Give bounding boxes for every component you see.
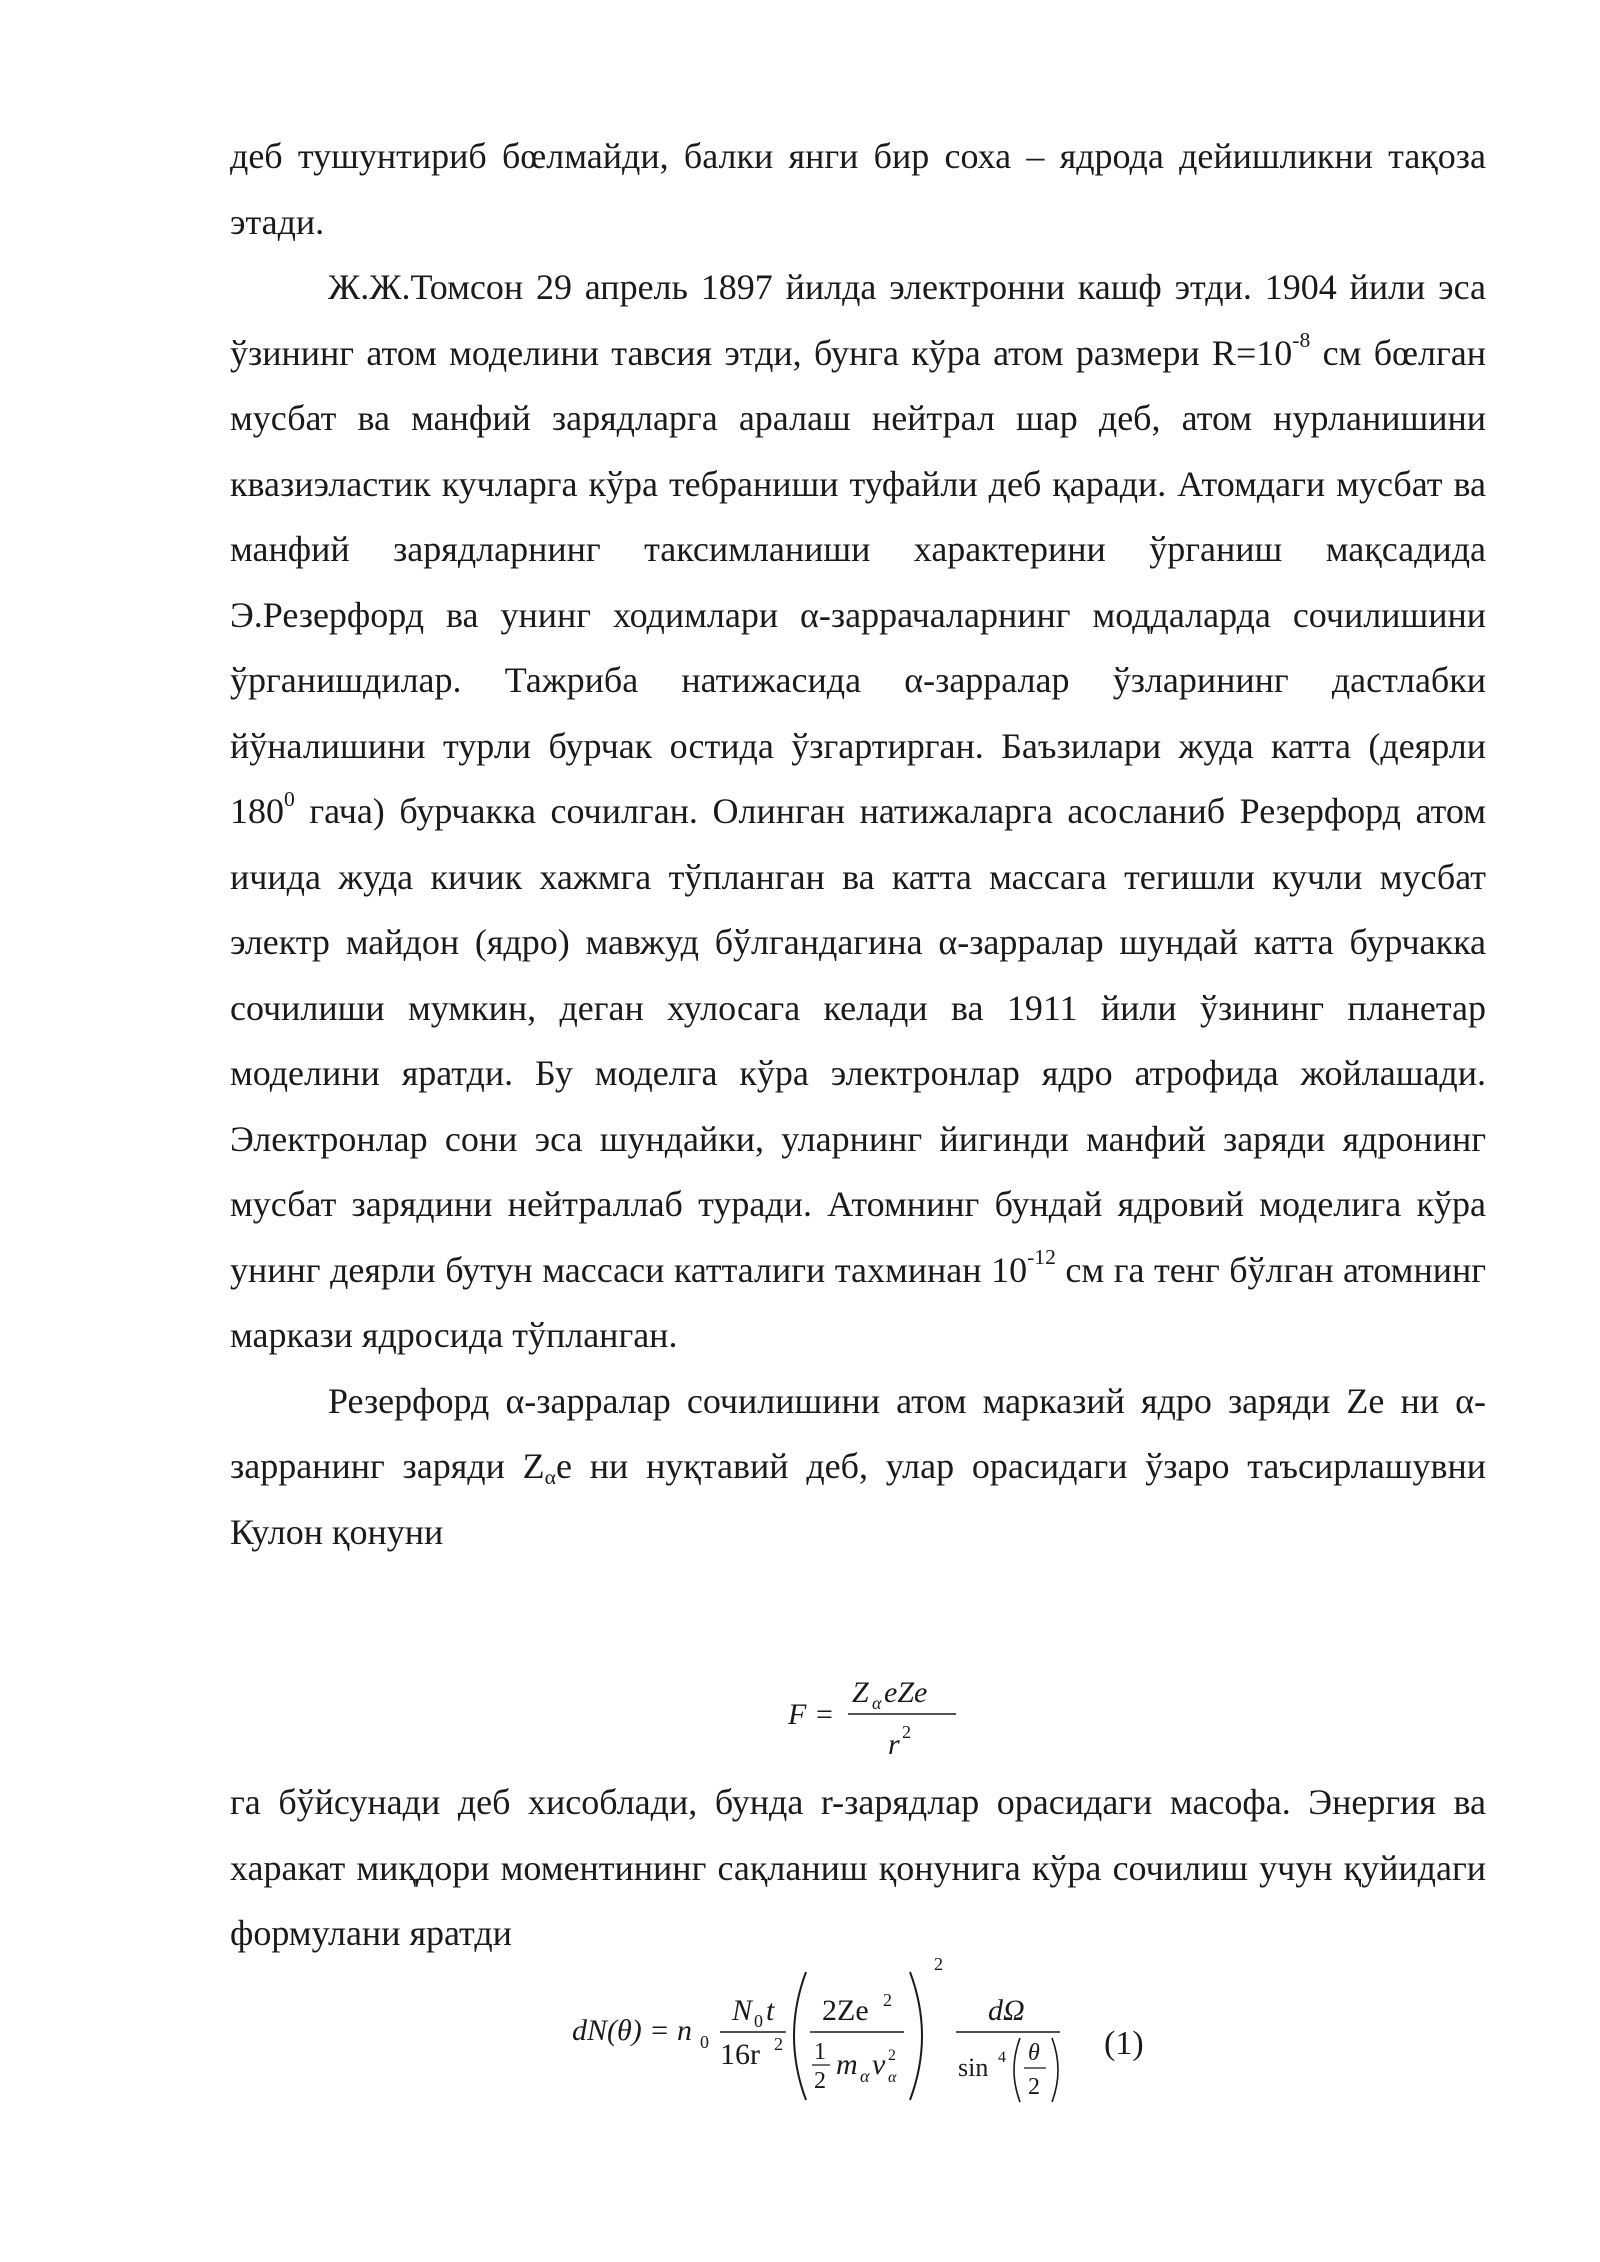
formula-symbol: 4 — [998, 2049, 1006, 2066]
formula-symbol: 2Ze — [822, 1994, 869, 2027]
paragraph-coulom-law — [230, 1369, 1486, 1566]
paragraph-intro: деб тушунтириб бœлмайди, балки янги бир соха – ядрода дейишликни тақоза этади. — [230, 136, 1486, 242]
formula-symbol: α — [860, 2066, 870, 2086]
formula-symbol: t — [766, 1994, 775, 2027]
formula-symbol: m — [836, 2048, 858, 2081]
right-parenthesis — [910, 1972, 922, 2100]
paragraph-text: см га тенг бўлган атомнинг маркази ядросида тўпланган. — [230, 1249, 1487, 1355]
formula-symbol: α — [888, 2069, 897, 2086]
formula-symbol: 2 — [814, 2068, 826, 2094]
formula-symbol: sin — [958, 2053, 989, 2082]
subscript: α — [544, 1465, 556, 1490]
formula-symbol: r — [888, 1728, 900, 1761]
right-parenthesis — [1052, 2038, 1058, 2102]
formula-symbol: α — [872, 1693, 882, 1713]
formula-symbol: Z — [852, 1676, 869, 1709]
formula-symbol: v — [872, 2048, 886, 2081]
equation-number: (1) — [1104, 2025, 1144, 2062]
paragraph-text: гача) бурчакка сочилган. Олинган натижаларга асосланиб Резерфорд атом ичида жуда кичик хажмга тўпланган ва катта массага тегишли кучли мусбат электр майдон (ядро) мавжуд бўлгандагина α-зарралар шундай катта бурчакка сочилиши мумкин, деган хулосага келади ва 1911 йили ўзининг планетар моделини яратди. Бу моделга кўра электронлар ядро атрофида жойлашади. Электронлар сони эса шундайки, уларнинг йигинди манфий заряди ядронинг мусбат зарядини нейтраллаб туради. Атомнинг бундай ядровий моделига кўра унинг деярли бутун массаси катталиги тахминан 10 — [230, 791, 1486, 1290]
formula-symbol: 0 — [700, 2032, 709, 2052]
paragraph-text: e ни нуқтавий деб, улар орасидаги ўзаро таъсирлашувни Кулон қонуни — [230, 1446, 1486, 1552]
formula-symbol: 2 — [774, 2034, 783, 2054]
paragraph-text: Ж.Ж.Томсон 29 апрель 1897 йилда электронни кашф этди. 1904 йили эса ўзининг атом моделини тавсия этди, бунга кўра атом размери R=10 — [230, 267, 1486, 373]
paragraph-block-bottom — [230, 1770, 1486, 1967]
paragraph-thomson-rutherford — [230, 255, 1486, 1369]
formula-symbol: = — [816, 1698, 833, 1731]
exponent: -12 — [1027, 1245, 1056, 1270]
formula-symbol: N — [732, 1994, 753, 2027]
coulomb-formula — [780, 1668, 980, 1768]
exponent: -8 — [1292, 328, 1311, 353]
formula-symbol: dN(θ) = n — [572, 2014, 692, 2047]
paragraph-text: см бœлган мусбат ва манфий зарядларга аралаш нейтрал шар деб, атом нурланишини квазиэластик кучларга кўра тебраниши туфайли деб қаради. Атомдаги мусбат ва манфий зарядларнинг таксимланиши характерини ўрганиш мақсадида Э.Резерфорд ва унинг ходимлари α-заррачаларнинг моддаларда сочилишини ўрганишдилар. Тажриба натижасида α-зарралар ўзларининг дастлабки йўналишини турли бурчак остида ўзгартирган. Баъзилари жуда катта (деярли 180 — [230, 332, 1486, 831]
formula-symbol: 0 — [754, 2011, 763, 2031]
formula-symbol: 2 — [934, 1954, 943, 1974]
formula-symbol: eZe — [884, 1676, 928, 1709]
left-parenthesis — [794, 1972, 806, 2100]
exponent: 0 — [284, 786, 295, 811]
paragraph-block-top — [230, 124, 1486, 1565]
paragraph-text: Резерфорд α-зарралар сочилишини атом марказий ядро заряди Ze ни α-зарранинг заряди Z — [230, 1380, 1486, 1486]
left-parenthesis — [1014, 2038, 1020, 2102]
formula-symbol: 2 — [1028, 2074, 1040, 2100]
rutherford-formula — [560, 1950, 1180, 2120]
formula-symbol: 16r — [720, 2038, 760, 2071]
paragraph-formula-intro: га бўйсунади деб хисоблади, бунда r-зарядлар орасидаги масофа. Энергия ва харакат миқдори моментининг сақланиш қонунига кўра сочилиш учун қуйидаги формулани яратди — [230, 1782, 1486, 1953]
formula-symbol: dΩ — [988, 1994, 1025, 2027]
formula-symbol: 2 — [902, 1722, 911, 1742]
formula-symbol: F — [788, 1698, 807, 1731]
formula-symbol: θ — [1028, 2040, 1040, 2066]
formula-symbol: 1 — [814, 2039, 826, 2065]
formula-symbol: 2 — [888, 2047, 896, 2064]
formula-symbol: 2 — [883, 1990, 892, 2010]
